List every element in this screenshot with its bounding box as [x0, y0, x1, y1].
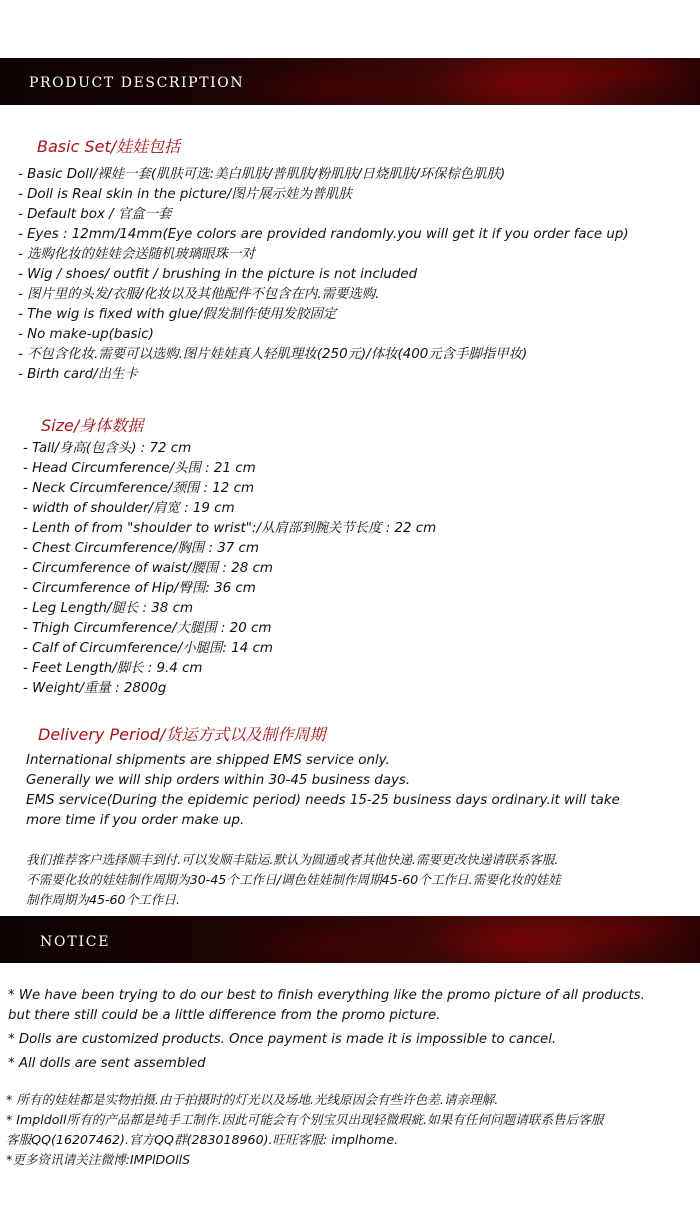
text-line: International shipments are shipped EMS service only. — [26, 753, 390, 768]
list-item: - Basic Doll/裸娃一套(肌肤可选:美白肌肤/普肌肤/粉肌肤/日烧肌肤/环保棕色肌肤) — [18, 167, 506, 182]
text-line: * We have been trying to do our best to finish everything like the promo picture of all products. — [8, 988, 645, 1003]
text-line: Generally we will ship orders within 30-45 business days. — [26, 773, 411, 788]
list-item: - Thigh Circumference/大腿围 : 20 cm — [23, 621, 272, 636]
list-item: - Lenth of from "shoulder to wrist":/从肩部到腕关节长度 : 22 cm — [23, 521, 437, 536]
basic-set-heading: Basic Set/娃娃包括 — [37, 137, 181, 156]
text-line: * All dolls are sent assembled — [8, 1056, 206, 1071]
list-item: - Calf of Circumference/小腿围: 14 cm — [23, 641, 273, 656]
list-item: - Doll is Real skin in the picture/图片展示娃为普肌肤 — [18, 187, 352, 202]
list-item: - Eyes : 12mm/14mm(Eye colors are provided randomly.you will get it if you order face up) — [18, 227, 629, 242]
list-item: - Leg Length/腿长 : 38 cm — [23, 601, 193, 616]
size-heading: Size/身体数据 — [41, 416, 144, 435]
list-item: - Circumference of waist/腰围 : 28 cm — [23, 561, 273, 576]
list-item: - Default box / 官盒一套 — [18, 207, 172, 222]
text-line: 制作周期为45-60个工作日. — [26, 892, 180, 907]
delivery-english-text — [26, 751, 620, 831]
list-item: - Birth card/出生卡 — [18, 367, 138, 382]
list-item: - Wig / shoes/ outfit / brushing in the picture is not included — [18, 267, 418, 282]
text-line: * Dolls are customized products. Once payment is made it is impossible to cancel. — [8, 1032, 557, 1047]
notice-banner — [0, 916, 700, 963]
list-item: - 选购化妆的娃娃会送随机玻璃眼珠一对 — [18, 247, 255, 262]
list-item: - Tall/身高(包含头) : 72 cm — [23, 441, 192, 456]
notice-chinese-text — [6, 1090, 603, 1170]
list-item: - Circumference of Hip/臀围: 36 cm — [23, 581, 256, 596]
list-item: - No make-up(basic) — [18, 327, 154, 342]
notice-title: NOTICE — [40, 934, 111, 950]
list-item: - 图片里的头发/衣服/化妆以及其他配件不包含在内.需要选购. — [18, 287, 380, 302]
product-description-title: PRODUCT DESCRIPTION — [29, 75, 245, 91]
text-line: more time if you order make up. — [26, 813, 245, 828]
text-line: but there still could be a little difference from the promo picture. — [8, 1008, 441, 1023]
text-line: 我们推荐客户选择顺丰到付.可以发顺丰陆运.默认为圆通或者其他快递.需要更改快递请联系客服. — [26, 852, 559, 867]
text-line: 不需要化妆的娃娃制作周期为30-45个工作日/调色娃娃制作周期45-60个工作日.需要化妆的娃娃 — [26, 872, 561, 887]
list-item: - Feet Length/脚长 : 9.4 cm — [23, 661, 203, 676]
list-item: - Weight/重量 : 2800g — [23, 681, 167, 696]
text-line: *更多资讯请关注微博:IMPlDOllS — [6, 1152, 191, 1167]
text-line: EMS service(During the epidemic period) needs 15-25 business days ordinary.it will take — [26, 793, 620, 808]
list-item: - width of shoulder/肩宽 : 19 cm — [23, 501, 235, 516]
basic-set-list — [18, 165, 629, 385]
delivery-chinese-text — [26, 850, 561, 910]
delivery-heading: Delivery Period/货运方式以及制作周期 — [38, 725, 326, 744]
text-line: * 所有的娃娃都是实物拍摄.由于拍摄时的灯光以及场地.光线原因会有些许色差.请亲理解. — [6, 1092, 499, 1107]
list-item: - 不包含化妆.需要可以选购.图片娃娃真人轻肌理妆(250元)/体妆(400元含手脚指甲妆) — [18, 347, 528, 362]
size-list — [23, 439, 436, 699]
text-line: * Impldoll所有的产品都是纯手工制作.因此可能会有个别宝贝出现轻微瑕疵.如果有任何问题请联系售后客服 — [6, 1112, 604, 1127]
text-line: 客服QQ(16207462).官方QQ群(283018960).旺旺客服: implhome. — [6, 1132, 399, 1147]
product-description-banner — [0, 58, 700, 105]
list-item: - Head Circumference/头围 : 21 cm — [23, 461, 256, 476]
list-item: - The wig is fixed with glue/假发制作使用发胶固定 — [18, 307, 337, 322]
list-item: - Neck Circumference/颈围 : 12 cm — [23, 481, 254, 496]
notice-english-text — [8, 986, 645, 1074]
list-item: - Chest Circumference/胸围 : 37 cm — [23, 541, 259, 556]
